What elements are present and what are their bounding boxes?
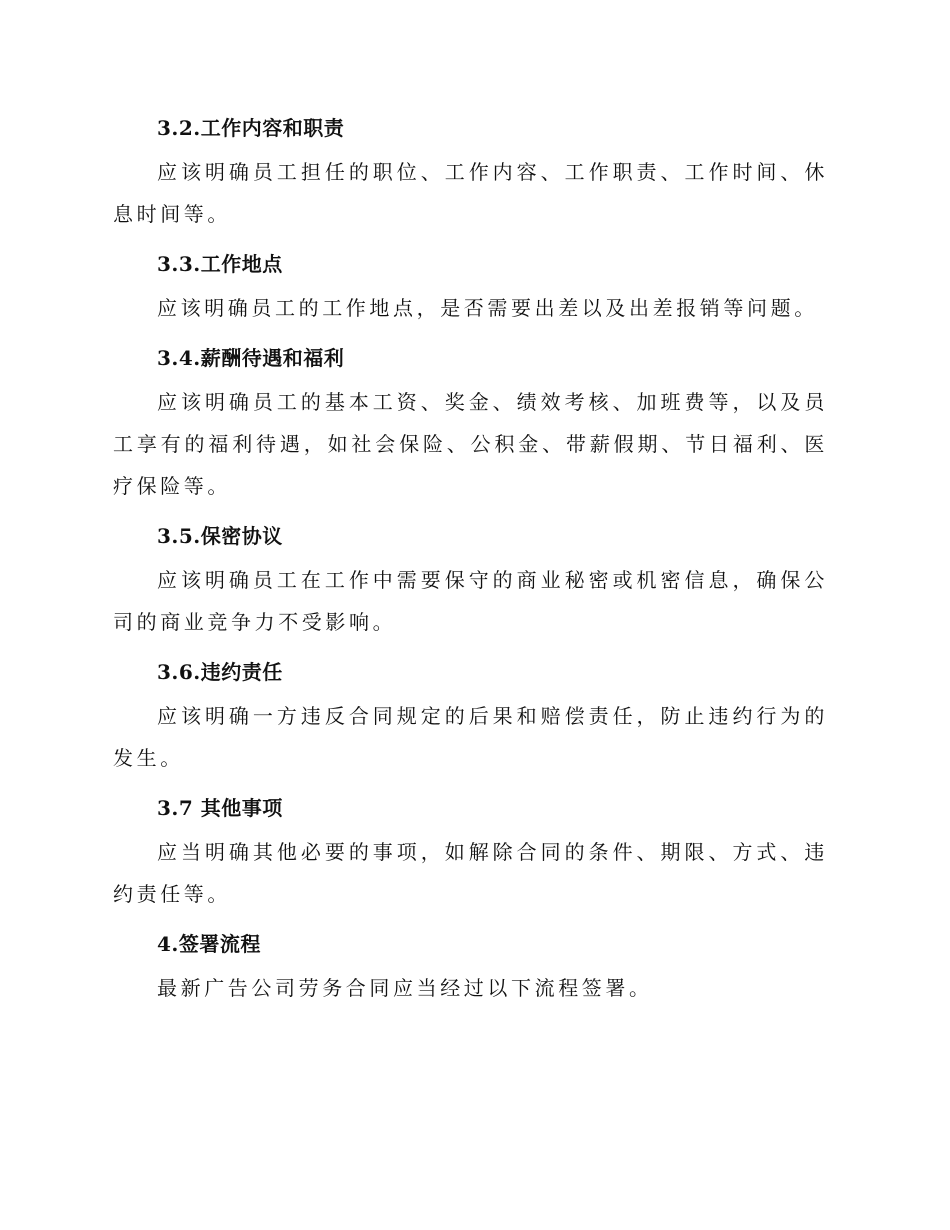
section-paragraph: 应该明确一方违反合同规定的后果和赔偿责任，防止违约行为的发生。 xyxy=(113,704,828,770)
section-heading: 3.3.工作地点 xyxy=(157,252,283,276)
section-paragraph: 应该明确员工担任的职位、工作内容、工作职责、工作时间、休息时间等。 xyxy=(113,160,828,226)
section-paragraph: 应当明确其他必要的事项，如解除合同的条件、期限、方式、违约责任等。 xyxy=(113,840,828,906)
section-paragraph: 应该明确员工在工作中需要保守的商业秘密或机密信息，确保公司的商业竞争力不受影响。 xyxy=(113,568,828,634)
section-heading: 3.7 其他事项 xyxy=(157,796,283,820)
section-heading: 3.5.保密协议 xyxy=(157,524,283,548)
section-3-7 xyxy=(113,793,828,915)
section-heading: 3.6.违约责任 xyxy=(157,660,283,684)
section-3-4 xyxy=(113,343,828,507)
section-3-6 xyxy=(113,657,828,779)
section-paragraph: 最新广告公司劳务合同应当经过以下流程签署。 xyxy=(157,976,653,1000)
section-heading: 3.4.薪酬待遇和福利 xyxy=(157,346,345,370)
document-body xyxy=(113,113,828,1023)
section-paragraph: 应该明确员工的工作地点，是否需要出差以及出差报销等问题。 xyxy=(157,296,818,320)
section-4 xyxy=(113,929,828,1009)
section-heading: 4.签署流程 xyxy=(157,932,261,956)
section-3-5 xyxy=(113,521,828,643)
section-3-3 xyxy=(113,249,828,329)
section-heading: 3.2.工作内容和职责 xyxy=(157,116,345,140)
section-3-2 xyxy=(113,113,828,235)
section-paragraph: 应该明确员工的基本工资、奖金、绩效考核、加班费等，以及员工享有的福利待遇，如社会保险、公积金、带薪假期、节日福利、医疗保险等。 xyxy=(113,390,828,498)
